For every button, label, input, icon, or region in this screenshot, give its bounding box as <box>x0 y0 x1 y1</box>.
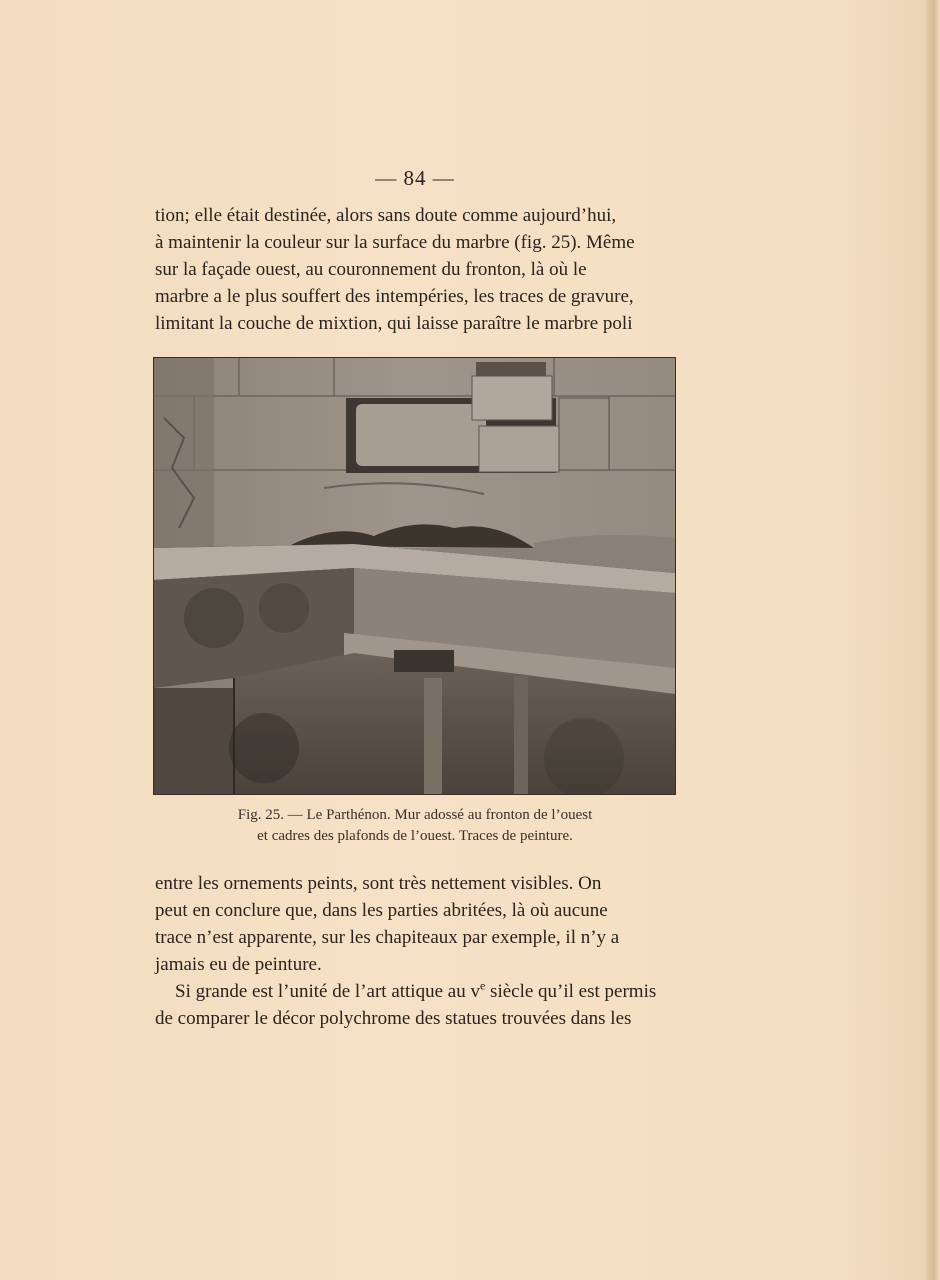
text-line: jamais eu de peinture. <box>155 954 322 975</box>
text-fragment: siècle qu’il est permis <box>485 981 657 1002</box>
text-line <box>155 978 680 1005</box>
text-line: limitant la couche de mixtion, qui laisse paraître le marbre poli <box>155 313 633 334</box>
text-fragment: Si grande est l’unité de l’art attique au v <box>175 981 480 1002</box>
text-line: à maintenir la couleur sur la surface du marbre (fig. 25). Même <box>155 232 635 253</box>
bottom-text <box>155 870 680 1032</box>
caption-line: Fig. 25. — Le Parthénon. Mur adossé au fronton de l’ouest <box>237 807 593 823</box>
top-paragraph <box>155 202 680 337</box>
page-number: — 84 — <box>375 166 455 190</box>
page-edge <box>926 0 940 1280</box>
text-line: de comparer le décor polychrome des statues trouvées dans les <box>155 1008 632 1029</box>
text-line: tion; elle était destinée, alors sans doute comme aujourd’hui, <box>155 205 617 226</box>
figure-caption <box>195 805 635 847</box>
superscript: e <box>479 978 486 993</box>
text-line: entre les ornements peints, sont très nettement visibles. On <box>155 873 602 894</box>
photograph-parthenon-wall-icon <box>154 358 675 794</box>
text-line: trace n’est apparente, sur les chapiteaux par exemple, il n’y a <box>155 927 620 948</box>
text-line: marbre a le plus souffert des intempéries, les traces de gravure, <box>155 286 634 307</box>
caption-line: et cadres des plafonds de l’ouest. Traces de peinture. <box>257 828 573 844</box>
text-line: sur la façade ouest, au couronnement du fronton, là où le <box>155 259 587 280</box>
text-line: peut en conclure que, dans les parties abritées, là où aucune <box>155 900 608 921</box>
figure-photograph <box>153 357 676 795</box>
